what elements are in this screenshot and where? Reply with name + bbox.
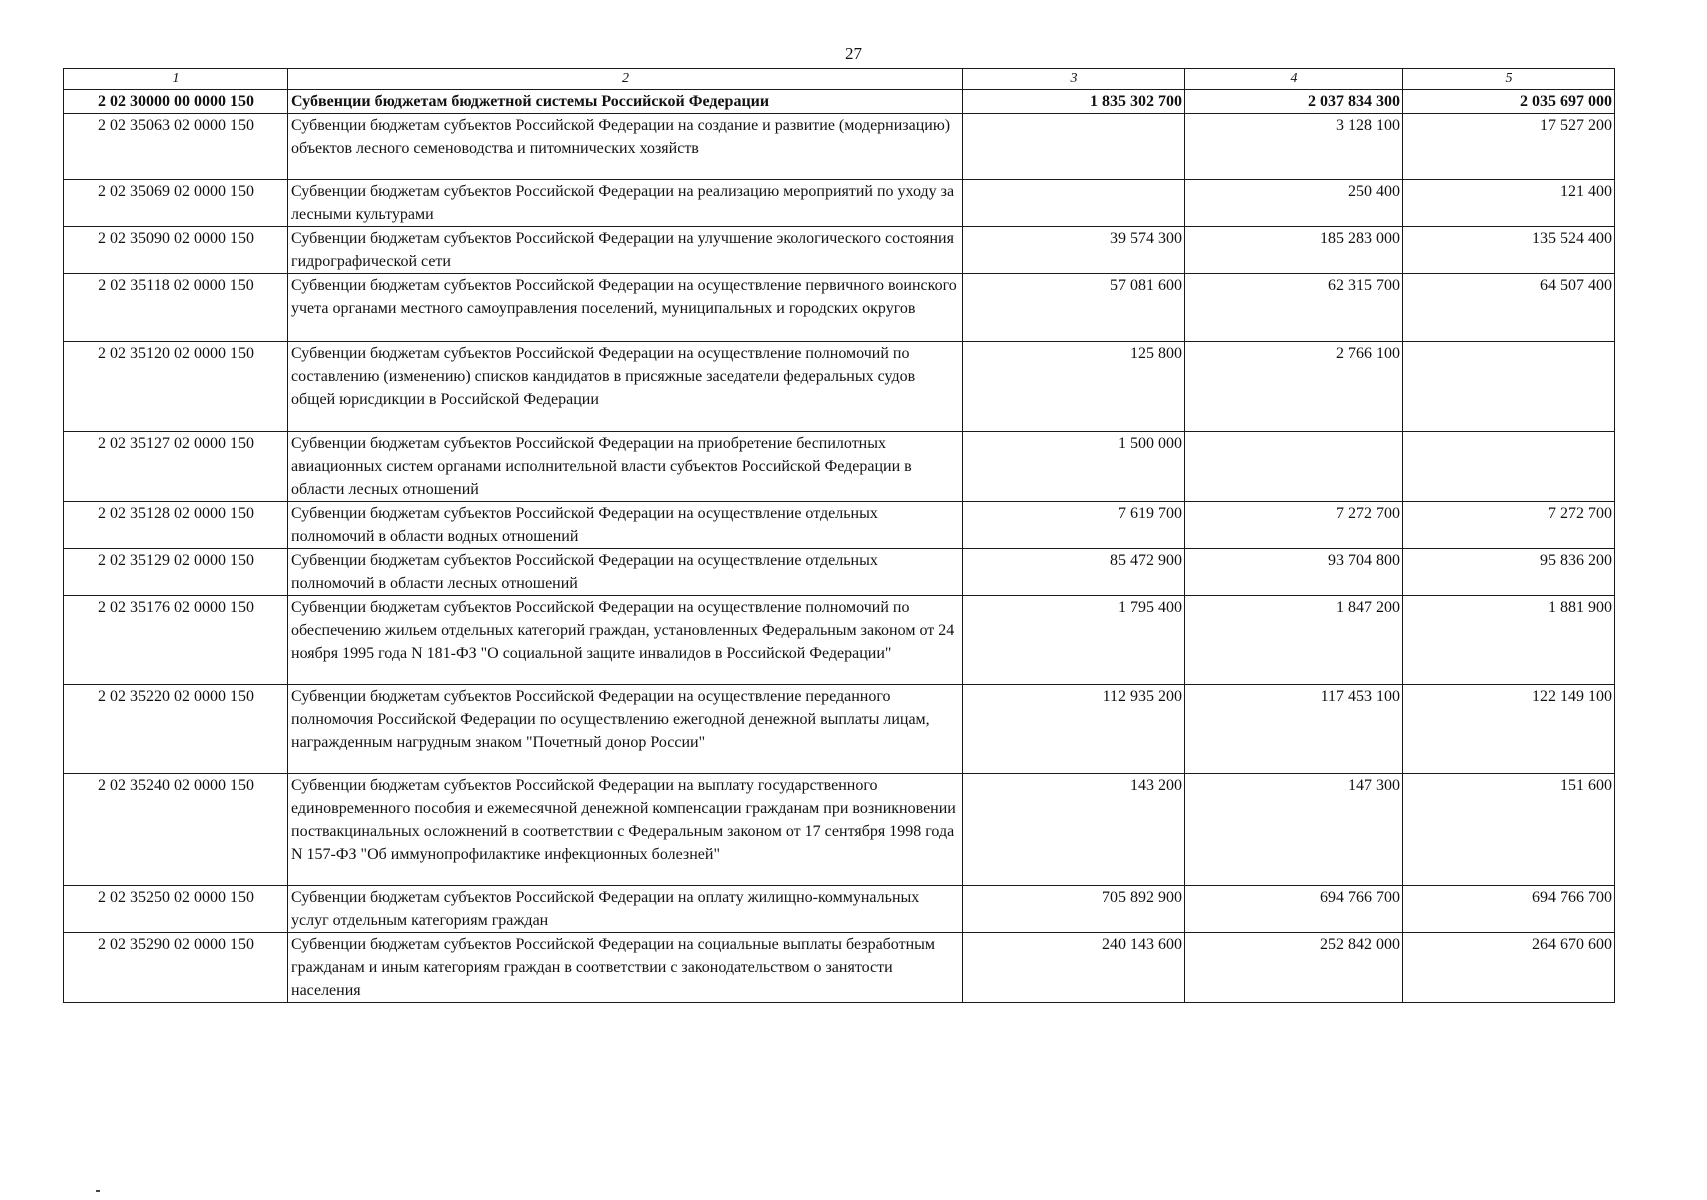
amount-col4: 1 847 200 [1185, 596, 1403, 685]
amount-col5 [1403, 342, 1615, 432]
income-name: Субвенции бюджетам бюджетной системы Российской Федерации [288, 90, 963, 114]
page-number: 27 [845, 44, 862, 63]
budget-code: 2 02 35220 02 0000 150 [64, 685, 288, 774]
amount-col3: 57 081 600 [963, 274, 1185, 342]
amount-col3: 39 574 300 [963, 227, 1185, 274]
income-name: Субвенции бюджетам субъектов Российской Федерации на осуществление отдельных полномочий в области водных отношений [288, 502, 963, 549]
amount-col3: 240 143 600 [963, 933, 1185, 1003]
column-number-row [64, 69, 1615, 90]
table-row [64, 342, 1615, 432]
table-row [64, 596, 1615, 685]
income-name: Субвенции бюджетам субъектов Российской Федерации на оплату жилищно-коммунальных услуг отдельным категориям граждан [288, 886, 963, 933]
amount-col5: 64 507 400 [1403, 274, 1615, 342]
table-row [64, 886, 1615, 933]
table-row [64, 549, 1615, 596]
budget-code: 2 02 35120 02 0000 150 [64, 342, 288, 432]
income-name: Субвенции бюджетам субъектов Российской Федерации на создание и развитие (модернизацию) объектов лесного семеноводства и питомнических хозяйств [288, 114, 963, 180]
table-row [64, 933, 1615, 1003]
budget-code: 2 02 30000 00 0000 150 [64, 90, 288, 114]
budget-code: 2 02 35250 02 0000 150 [64, 886, 288, 933]
amount-col4: 185 283 000 [1185, 227, 1403, 274]
budget-code: 2 02 35176 02 0000 150 [64, 596, 288, 685]
amount-col4: 250 400 [1185, 180, 1403, 227]
amount-col4: 147 300 [1185, 774, 1403, 886]
column-number: 2 [288, 69, 963, 90]
income-name: Субвенции бюджетам субъектов Российской Федерации на осуществление полномочий по обеспечению жильем отдельных категорий граждан, установленных Федеральным законом от 24 ноября 1995 года N 181-ФЗ "О социальной защите инвалидов в Российской Федерации" [288, 596, 963, 685]
amount-col4: 3 128 100 [1185, 114, 1403, 180]
column-number: 3 [963, 69, 1185, 90]
amount-col3 [963, 114, 1185, 180]
budget-code: 2 02 35090 02 0000 150 [64, 227, 288, 274]
budget-code: 2 02 35063 02 0000 150 [64, 114, 288, 180]
amount-col3 [963, 180, 1185, 227]
table-row [64, 114, 1615, 180]
amount-col5: 151 600 [1403, 774, 1615, 886]
income-name: Субвенции бюджетам субъектов Российской Федерации на реализацию мероприятий по уходу за лесными культурами [288, 180, 963, 227]
amount-col4 [1185, 432, 1403, 502]
amount-col5: 17 527 200 [1403, 114, 1615, 180]
amount-col3: 705 892 900 [963, 886, 1185, 933]
amount-col4: 252 842 000 [1185, 933, 1403, 1003]
table-row [64, 774, 1615, 886]
budget-code: 2 02 35127 02 0000 150 [64, 432, 288, 502]
column-number: 1 [64, 69, 288, 90]
amount-col5: 135 524 400 [1403, 227, 1615, 274]
income-name: Субвенции бюджетам субъектов Российской Федерации на приобретение беспилотных авиационных систем органами исполнительной власти субъектов Российской Федерации в области лесных отношений [288, 432, 963, 502]
income-name: Субвенции бюджетам субъектов Российской Федерации на социальные выплаты безработным гражданам и иным категориям граждан в соответствии с законодательством о занятости населения [288, 933, 963, 1003]
amount-col5: 1 881 900 [1403, 596, 1615, 685]
table-row [64, 502, 1615, 549]
amount-col4: 2 766 100 [1185, 342, 1403, 432]
amount-col4: 117 453 100 [1185, 685, 1403, 774]
amount-col5: 2 035 697 000 [1403, 90, 1615, 114]
budget-code: 2 02 35069 02 0000 150 [64, 180, 288, 227]
column-number: 5 [1403, 69, 1615, 90]
amount-col5: 122 149 100 [1403, 685, 1615, 774]
amount-col3: 143 200 [963, 774, 1185, 886]
budget-code: 2 02 35240 02 0000 150 [64, 774, 288, 886]
table-row [64, 180, 1615, 227]
amount-col4: 62 315 700 [1185, 274, 1403, 342]
income-name: Субвенции бюджетам субъектов Российской Федерации на улучшение экологического состояния гидрографической сети [288, 227, 963, 274]
amount-col5: 7 272 700 [1403, 502, 1615, 549]
amount-col3: 1 835 302 700 [963, 90, 1185, 114]
income-name: Субвенции бюджетам субъектов Российской Федерации на осуществление полномочий по составлению (изменению) списков кандидатов в присяжные заседатели федеральных судов общей юрисдикции в Российской Федерации [288, 342, 963, 432]
table-row [64, 274, 1615, 342]
budget-code: 2 02 35129 02 0000 150 [64, 549, 288, 596]
budget-code: 2 02 35118 02 0000 150 [64, 274, 288, 342]
amount-col5 [1403, 432, 1615, 502]
income-name: Субвенции бюджетам субъектов Российской Федерации на выплату государственного единовременного пособия и ежемесячной денежной компенсации гражданам при возникновении поствакцинальных осложнений в соответствии с Федеральным законом от 17 сентября 1998 года N 157-ФЗ "Об иммунопрофилактике инфекционных болезней" [288, 774, 963, 886]
income-name: Субвенции бюджетам субъектов Российской Федерации на осуществление переданного полномочия Российской Федерации по осуществлению ежегодной денежной выплаты лицам, награжденным нагрудным знаком "Почетный донор России" [288, 685, 963, 774]
amount-col5: 264 670 600 [1403, 933, 1615, 1003]
amount-col4: 694 766 700 [1185, 886, 1403, 933]
budget-table [63, 68, 1615, 1003]
table-row [64, 432, 1615, 502]
scan-artifact [96, 1190, 100, 1192]
table-row [64, 685, 1615, 774]
column-number: 4 [1185, 69, 1403, 90]
amount-col4: 93 704 800 [1185, 549, 1403, 596]
amount-col3: 1 795 400 [963, 596, 1185, 685]
budget-code: 2 02 35290 02 0000 150 [64, 933, 288, 1003]
amount-col3: 7 619 700 [963, 502, 1185, 549]
amount-col4: 2 037 834 300 [1185, 90, 1403, 114]
amount-col3: 1 500 000 [963, 432, 1185, 502]
amount-col3: 112 935 200 [963, 685, 1185, 774]
amount-col5: 694 766 700 [1403, 886, 1615, 933]
amount-col4: 7 272 700 [1185, 502, 1403, 549]
income-name: Субвенции бюджетам субъектов Российской Федерации на осуществление отдельных полномочий в области лесных отношений [288, 549, 963, 596]
amount-col5: 95 836 200 [1403, 549, 1615, 596]
budget-code: 2 02 35128 02 0000 150 [64, 502, 288, 549]
total-row [64, 90, 1615, 114]
income-name: Субвенции бюджетам субъектов Российской Федерации на осуществление первичного воинского учета органами местного самоуправления поселений, муниципальных и городских округов [288, 274, 963, 342]
amount-col3: 125 800 [963, 342, 1185, 432]
table-row [64, 227, 1615, 274]
amount-col3: 85 472 900 [963, 549, 1185, 596]
amount-col5: 121 400 [1403, 180, 1615, 227]
